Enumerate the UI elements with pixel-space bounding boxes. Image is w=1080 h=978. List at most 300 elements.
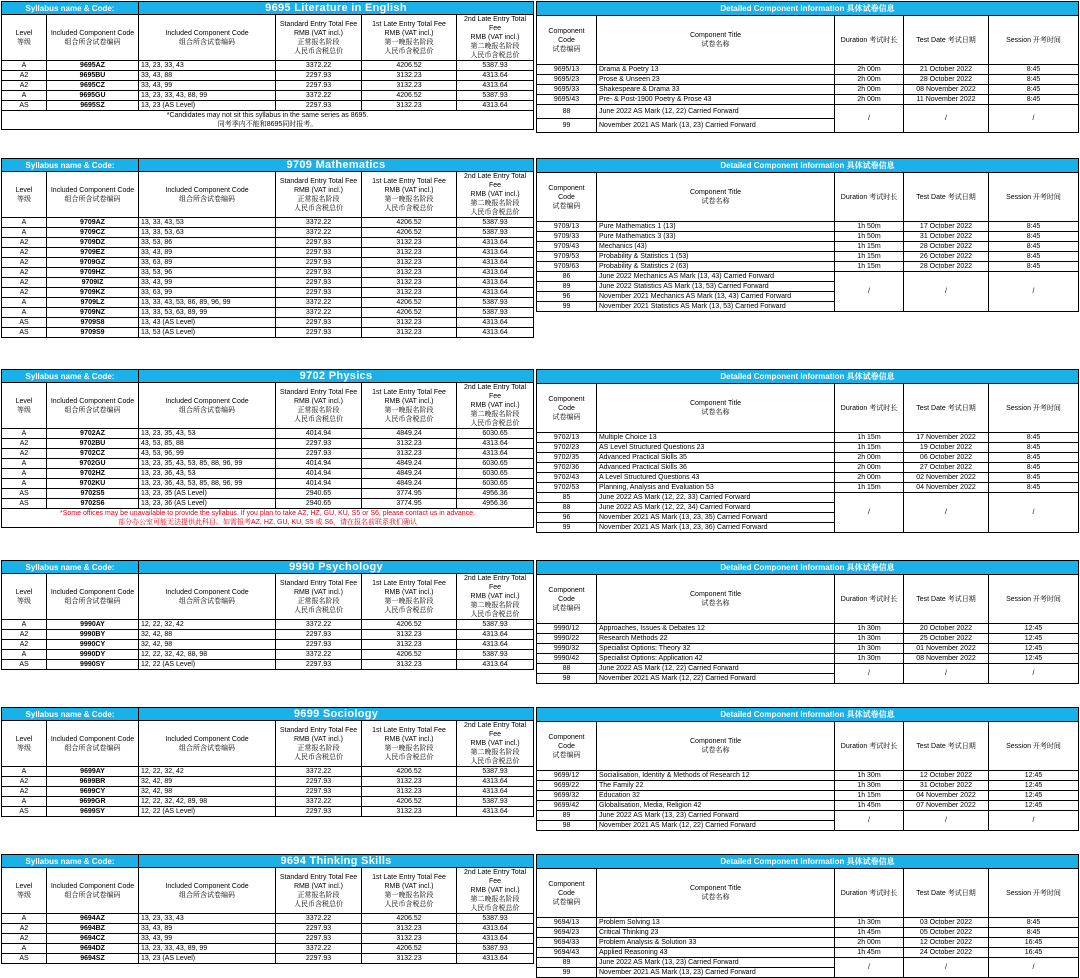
syllabus-label: Syllabus name & Code: [2,159,139,172]
footnote-text: 同考季内不能和8695同时报考。 [2,120,534,130]
carried-forward-code: 89 [537,958,597,968]
component-test-date: 28 October 2022 [904,262,989,272]
entry-level: A [2,218,47,228]
level-header: Level 等级 [2,15,47,61]
component-title: Research Methods 22 [597,634,835,644]
entry-standard-fee: 2297.93 [276,660,362,670]
detailed-component-header: Detailed Component Information 具体试卷信息 [537,2,1079,16]
entry-components: 13, 23, 36, 43, 53, 85, 88, 96, 99 [139,479,276,489]
component-code-header: Component Code 试卷编码 [537,869,597,918]
included-code-header: Included Component Code 组合所含试卷编码 [47,383,139,429]
entry-standard-fee: 4014.94 [276,429,362,439]
entry-fee-table [1,369,533,528]
entry-standard-fee: 2297.93 [276,630,362,640]
carried-forward-title: November 2021 AS Mark (13, 23, 35) Carried Forward [597,513,835,523]
component-session: 12:45 [989,781,1079,791]
entry-row [2,91,534,101]
entry-code: 9709KZ [47,288,139,298]
entry-components: 33, 53, 86 [139,238,276,248]
entry-level: A [2,228,47,238]
component-code: 9702/35 [537,453,597,463]
entry-code: 9702CZ [47,449,139,459]
entry-standard-fee: 3372.22 [276,650,362,660]
component-test-date: 03 October 2022 [904,918,989,928]
component-code: 9695/43 [537,95,597,105]
entry-components: 32, 42, 98 [139,787,276,797]
component-test-date: 12 October 2022 [904,771,989,781]
entry-standard-fee: 3372.22 [276,944,362,954]
entry-row [2,308,534,318]
entry-code: 9990DY [47,650,139,660]
entry-standard-fee: 2297.93 [276,318,362,328]
entry-code: 9709HZ [47,268,139,278]
entry-components: 12, 22 (AS Level) [139,660,276,670]
component-test-date: 05 October 2022 [904,928,989,938]
entry-code: 9702S5 [47,489,139,499]
component-session: 16:45 [989,948,1079,958]
component-code: 9702/36 [537,463,597,473]
entry-level: A2 [2,248,47,258]
component-title: Prose & Unseen 23 [597,75,835,85]
entry-components: 13, 23, 36 (AS Level) [139,499,276,509]
component-session: 12:45 [989,624,1079,634]
entry-level: A2 [2,288,47,298]
late1-fee-header: 1st Late Entry Total Fee RMB (VAT incl.) 第一晚报名阶段 人民币含税总价 [362,15,457,61]
component-title: Problem Analysis & Solution 33 [597,938,835,948]
entry-level: AS [2,954,47,964]
component-duration: 1h 45m [835,801,904,811]
detailed-component-header: Detailed Component Information 具体试卷信息 [537,370,1079,384]
entry-code: 9709S8 [47,318,139,328]
entry-components: 33, 43, 99 [139,81,276,91]
entry-code: 9695GU [47,91,139,101]
late2-fee-header: 2nd Late Entry Total Fee RMB (VAT incl.) 第二晚报名阶段 人民币含税总价 [457,868,534,914]
component-duration: 2h 00m [835,85,904,95]
entry-standard-fee: 2297.93 [276,954,362,964]
entry-standard-fee: 2940.65 [276,499,362,509]
footnote-text: *Some offices may be unavailable to provide the syllabus. If you plan to take AZ, HZ, GU, KU, S5 or S6, please contact us in advance. [2,509,534,519]
entry-late1-fee: 3132.23 [362,318,457,328]
entry-row [2,924,534,934]
entry-code: 9699SY [47,807,139,817]
entry-code: 9709IZ [47,278,139,288]
component-session: 8:45 [989,232,1079,242]
entry-level: A [2,767,47,777]
entry-row [2,238,534,248]
component-session: 12:45 [989,771,1079,781]
entry-row [2,228,534,238]
session-header: Session 开考时间 [989,575,1079,624]
entry-late2-fee: 5387.93 [457,218,534,228]
component-session: 16:45 [989,938,1079,948]
entry-late2-fee: 4313.64 [457,924,534,934]
component-test-date: 20 October 2022 [904,624,989,634]
component-title: Socialisation, Identity & Methods of Research 12 [597,771,835,781]
carried-forward-title: June 2022 AS Mark (12, 22, 34) Carried Forward [597,503,835,513]
component-test-date: 26 October 2022 [904,252,989,262]
entry-standard-fee: 2297.93 [276,71,362,81]
component-row [537,85,1079,95]
test-date-header: Test Date 考试日期 [904,722,989,771]
component-info-table [536,158,1078,312]
entry-standard-fee: 2297.93 [276,924,362,934]
entry-late1-fee: 4206.52 [362,797,457,807]
included-component-header: Included Component Code 组合所含试卷编码 [139,15,276,61]
component-row [537,95,1079,105]
component-session: 8:45 [989,928,1079,938]
syllabus-title: 9699 Sociology [139,708,534,721]
late2-fee-header: 2nd Late Entry Total Fee RMB (VAT incl.) 第二晚报名阶段 人民币含税总价 [457,721,534,767]
entry-late1-fee: 4206.52 [362,944,457,954]
entry-row [2,620,534,630]
entry-late1-fee: 3132.23 [362,439,457,449]
component-info-table [536,1,1078,133]
syllabus-title: 9709 Mathematics [139,159,534,172]
entry-row [2,489,534,499]
entry-row [2,439,534,449]
entry-row [2,248,534,258]
component-test-date: 17 November 2022 [904,433,989,443]
entry-level: A [2,620,47,630]
entry-components: 33, 43, 99 [139,934,276,944]
entry-late2-fee: 4313.64 [457,449,534,459]
entry-standard-fee: 2297.93 [276,278,362,288]
entry-code: 9695CZ [47,81,139,91]
entry-row [2,787,534,797]
component-title: Applied Reasoning 43 [597,948,835,958]
entry-code: 9695AZ [47,61,139,71]
syllabus-title: 9695 Literature in English [139,2,534,15]
entry-late1-fee: 4206.52 [362,91,457,101]
component-code: 9694/33 [537,938,597,948]
component-title: Approaches, Issues & Debates 12 [597,624,835,634]
entry-level: A [2,914,47,924]
entry-code: 9990CY [47,640,139,650]
carried-forward-code: 98 [537,821,597,831]
entry-row [2,71,534,81]
entry-components: 32, 42, 98 [139,640,276,650]
component-duration: 1h 15m [835,483,904,493]
component-session: 8:45 [989,483,1079,493]
entry-standard-fee: 3372.22 [276,91,362,101]
entry-late1-fee: 3132.23 [362,101,457,111]
carried-forward-code: 88 [537,503,597,513]
component-title: Pre- & Post-1900 Poetry & Prose 43 [597,95,835,105]
carried-forward-code: 96 [537,292,597,302]
entry-late2-fee: 4313.64 [457,238,534,248]
component-test-date: 31 October 2022 [904,781,989,791]
carried-forward-row [537,105,1079,119]
carried-forward-code: 89 [537,811,597,821]
component-duration: 1h 30m [835,781,904,791]
component-row [537,433,1079,443]
entry-components: 43, 53, 85, 88 [139,439,276,449]
entry-level: A2 [2,924,47,934]
component-info-table [536,707,1078,831]
component-info-table [536,560,1078,684]
entry-late2-fee: 4956.36 [457,489,534,499]
included-code-header: Included Component Code 组合所含试卷编码 [47,868,139,914]
carried-forward-code: 99 [537,968,597,978]
component-code: 9702/53 [537,483,597,493]
entry-late1-fee: 4206.52 [362,914,457,924]
entry-code: 9990BY [47,630,139,640]
entry-late1-fee: 3132.23 [362,630,457,640]
late1-fee-header: 1st Late Entry Total Fee RMB (VAT incl.) 第一晚报名阶段 人民币含税总价 [362,383,457,429]
component-code: 9699/22 [537,781,597,791]
component-row [537,948,1079,958]
entry-level: AS [2,499,47,509]
entry-code: 9702AZ [47,429,139,439]
component-duration: 1h 15m [835,252,904,262]
late2-fee-header: 2nd Late Entry Total Fee RMB (VAT incl.) 第二晚报名阶段 人民币含税总价 [457,574,534,620]
entry-level: A [2,429,47,439]
component-duration: 1h 30m [835,644,904,654]
component-test-date: 01 November 2022 [904,644,989,654]
component-duration: 1h 15m [835,443,904,453]
component-session: 8:45 [989,242,1079,252]
entry-late1-fee: 4206.52 [362,218,457,228]
component-duration: 2h 00m [835,75,904,85]
component-title-header: Component Title 试卷名称 [597,16,835,65]
entry-late1-fee: 4849.24 [362,469,457,479]
entry-late1-fee: 3132.23 [362,787,457,797]
entry-late2-fee: 4313.64 [457,248,534,258]
entry-row [2,81,534,91]
entry-late2-fee: 4313.64 [457,258,534,268]
component-title-header: Component Title 试卷名称 [597,575,835,624]
component-title: Education 32 [597,791,835,801]
entry-late2-fee: 4313.64 [457,630,534,640]
syllabus-label: Syllabus name & Code: [2,855,139,868]
entry-late1-fee: 4849.24 [362,479,457,489]
entry-level: A2 [2,439,47,449]
footnote-text: *Candidates may not sit this syllabus in the same series as 8695. [2,111,534,121]
entry-late1-fee: 3132.23 [362,258,457,268]
component-row [537,634,1079,644]
test-date-header: Test Date 考试日期 [904,173,989,222]
entry-standard-fee: 3372.22 [276,228,362,238]
duration-header: Duration 考试时长 [835,869,904,918]
component-row [537,654,1079,664]
component-code: 9694/43 [537,948,597,958]
standard-fee-header: Standard Entry Total Fee RMB (VAT incl.) 正常报名阶段 人民币含税总价 [276,868,362,914]
component-info-table [536,854,1078,978]
entry-row [2,429,534,439]
component-title: AS Level Structured Questions 23 [597,443,835,453]
entry-code: 9695BU [47,71,139,81]
component-session: 12:45 [989,801,1079,811]
entry-late1-fee: 3132.23 [362,777,457,787]
entry-late2-fee: 4313.64 [457,807,534,817]
carried-forward-row [537,811,1079,821]
entry-level: A2 [2,258,47,268]
entry-code: 9699BR [47,777,139,787]
syllabus-label: Syllabus name & Code: [2,561,139,574]
entry-level: A [2,459,47,469]
entry-late2-fee: 6030.65 [457,459,534,469]
level-header: Level 等级 [2,868,47,914]
component-test-date: 08 November 2022 [904,654,989,664]
level-header: Level 等级 [2,574,47,620]
detailed-component-header: Detailed Component Information 具体试卷信息 [537,855,1079,869]
entry-level: A2 [2,81,47,91]
component-row [537,473,1079,483]
entry-components: 13, 23, 35, 43, 53, 85, 88, 96, 99 [139,459,276,469]
test-date-na: / [904,958,989,978]
syllabus-title: 9702 Physics [139,370,534,383]
entry-level: A2 [2,630,47,640]
entry-level: A2 [2,787,47,797]
entry-level: AS [2,660,47,670]
component-title: Probability & Statistics 1 (53) [597,252,835,262]
entry-late1-fee: 4849.24 [362,459,457,469]
test-date-header: Test Date 考试日期 [904,575,989,624]
carried-forward-title: November 2021 Mechanics AS Mark (13, 43) Carried Forward [597,292,835,302]
component-test-date: 21 October 2022 [904,65,989,75]
duration-header: Duration 考试时长 [835,16,904,65]
component-info-table [536,369,1078,533]
entry-code: 9694SZ [47,954,139,964]
late2-fee-header: 2nd Late Entry Total Fee RMB (VAT incl.) 第二晚报名阶段 人民币含税总价 [457,15,534,61]
component-test-date: 17 October 2022 [904,222,989,232]
component-duration: 1h 45m [835,928,904,938]
entry-components: 12, 22, 32, 42 [139,620,276,630]
entry-level: A [2,944,47,954]
entry-row [2,934,534,944]
carried-forward-title: June 2022 AS Mark (12, 22) Carried Forward [597,664,835,674]
component-code: 9699/32 [537,791,597,801]
component-session: 8:45 [989,918,1079,928]
entry-row [2,914,534,924]
test-date-header: Test Date 考试日期 [904,16,989,65]
entry-code: 9694CZ [47,934,139,944]
component-test-date: 28 October 2022 [904,242,989,252]
entry-late1-fee: 3774.95 [362,489,457,499]
component-row [537,262,1079,272]
component-duration: 1h 15m [835,262,904,272]
component-row [537,252,1079,262]
entry-code: 9990SY [47,660,139,670]
entry-late2-fee: 4956.36 [457,499,534,509]
entry-components: 33, 63, 99 [139,288,276,298]
carried-forward-code: 96 [537,513,597,523]
component-duration: 1h 30m [835,918,904,928]
session-header: Session 开考时间 [989,384,1079,433]
entry-late1-fee: 4849.24 [362,429,457,439]
duration-header: Duration 考试时长 [835,173,904,222]
late1-fee-header: 1st Late Entry Total Fee RMB (VAT incl.) 第一晚报名阶段 人民币含税总价 [362,172,457,218]
component-session: 8:45 [989,222,1079,232]
component-test-date: 12 October 2022 [904,938,989,948]
entry-late2-fee: 4313.64 [457,81,534,91]
entry-components: 13, 43 (AS Level) [139,318,276,328]
duration-na: / [835,664,904,684]
entry-late1-fee: 3132.23 [362,238,457,248]
entry-code: 9699CY [47,787,139,797]
component-code-header: Component Code 试卷编码 [537,575,597,624]
component-row [537,222,1079,232]
carried-forward-title: November 2021 AS Mark (13, 23) Carried Forward [597,119,835,133]
carried-forward-row [537,272,1079,282]
entry-late2-fee: 5387.93 [457,797,534,807]
entry-standard-fee: 2940.65 [276,489,362,499]
component-row [537,771,1079,781]
included-component-header: Included Component Code 组合所含试卷编码 [139,721,276,767]
entry-components: 13, 33, 43, 53, 86, 89, 96, 99 [139,298,276,308]
entry-components: 32, 42, 88 [139,630,276,640]
test-date-na: / [904,664,989,684]
entry-fee-table [1,1,533,130]
component-duration: 2h 00m [835,95,904,105]
entry-late2-fee: 6030.65 [457,479,534,489]
entry-row [2,61,534,71]
entry-components: 12, 22 (AS Level) [139,807,276,817]
late1-fee-header: 1st Late Entry Total Fee RMB (VAT incl.) 第一晚报名阶段 人民币含税总价 [362,574,457,620]
entry-components: 13, 53 (AS Level) [139,328,276,338]
entry-code: 9709EZ [47,248,139,258]
entry-fee-table [1,854,533,964]
entry-late1-fee: 3132.23 [362,924,457,934]
session-header: Session 开考时间 [989,173,1079,222]
carried-forward-code: 98 [537,674,597,684]
component-title: Advanced Practical Skills 36 [597,463,835,473]
entry-late2-fee: 4313.64 [457,288,534,298]
entry-row [2,258,534,268]
component-code: 9709/63 [537,262,597,272]
component-session: 8:45 [989,252,1079,262]
component-title: Pure Mathematics 3 (33) [597,232,835,242]
component-row [537,801,1079,811]
entry-late1-fee: 3132.23 [362,81,457,91]
duration-header: Duration 考试时长 [835,722,904,771]
entry-standard-fee: 2297.93 [276,787,362,797]
entry-code: 9702BU [47,439,139,449]
component-session: 8:45 [989,85,1079,95]
entry-late2-fee: 4313.64 [457,318,534,328]
duration-na: / [835,493,904,533]
component-row [537,453,1079,463]
entry-row [2,797,534,807]
entry-components: 33, 43, 99 [139,278,276,288]
carried-forward-code: 99 [537,302,597,312]
entry-level: AS [2,101,47,111]
component-row [537,232,1079,242]
duration-na: / [835,105,904,133]
session-na: / [989,105,1079,133]
carried-forward-title: November 2021 AS Mark (12, 22) Carried Forward [597,674,835,684]
component-session: 8:45 [989,433,1079,443]
entry-standard-fee: 3372.22 [276,914,362,924]
carried-forward-title: June 2022 AS Mark (13, 23) Carried Forward [597,811,835,821]
component-test-date: 28 October 2022 [904,75,989,85]
syllabus-title: 9990 Psychology [139,561,534,574]
entry-components: 33, 53, 96 [139,268,276,278]
carried-forward-title: June 2022 AS Mark (12, 22, 33) Carried Forward [597,493,835,503]
entry-late2-fee: 4313.64 [457,439,534,449]
component-test-date: 24 October 2022 [904,948,989,958]
entry-level: A [2,479,47,489]
carried-forward-row [537,493,1079,503]
entry-level: A [2,797,47,807]
component-row [537,463,1079,473]
component-code-header: Component Code 试卷编码 [537,173,597,222]
entry-components: 13, 23, 33, 43, 89, 99 [139,944,276,954]
session-na: / [989,664,1079,684]
entry-standard-fee: 2297.93 [276,328,362,338]
test-date-header: Test Date 考试日期 [904,869,989,918]
entry-late1-fee: 3132.23 [362,288,457,298]
